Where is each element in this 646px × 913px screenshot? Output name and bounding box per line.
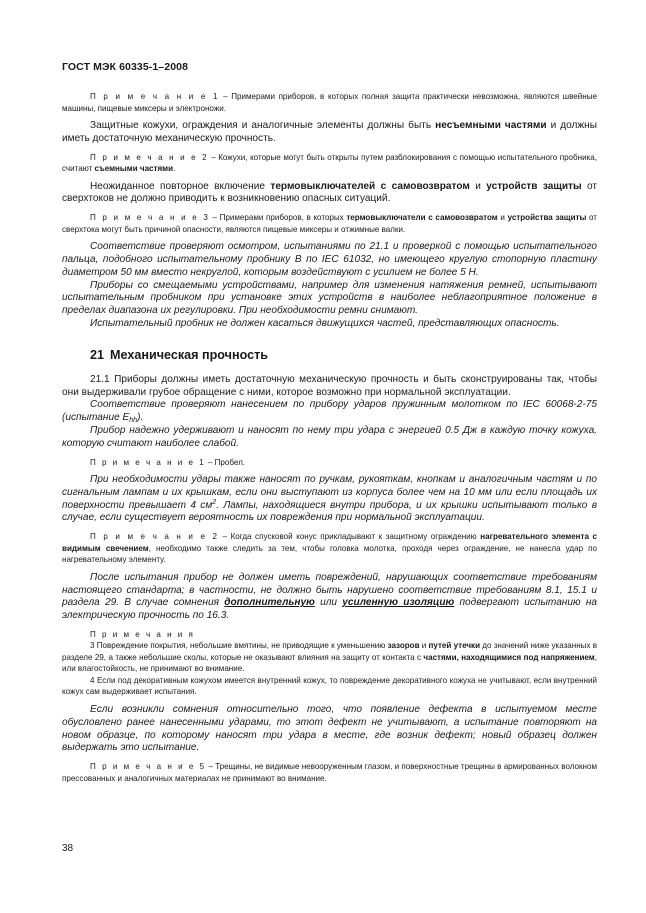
page-number: 38 bbox=[62, 843, 74, 854]
page-header: ГОСТ МЭК 60335-1–2008 bbox=[62, 61, 189, 73]
hammer-test-paragraph: Соответствие проверяют нанесением по прибору ударов пружинным молотком по IEC 60068-2-75 (испытание $E_{hh}$). bbox=[62, 399, 597, 425]
note-2: П р и м е ч а н и е 2 – Кожухи, которые могут быть открыты путем разблокирования с помощью испытательного пробника, считают съемными частями. bbox=[62, 152, 597, 174]
doubt-paragraph: Если возникли сомнения относительно того, что появление дефекта в испытуемом месте обусловлено ранее нанесенными ударами, то этот дефект не учитывают, а испытание повторяют на новом образце, по которому наносят три удара в месте, где возник дефект; новый образец должен выдержать это испытание. bbox=[62, 703, 597, 754]
note-21-4: 4 Если под декоративным кожухом имеется внутренний кожух, то повреждение декоративного кожуха не учитывают, если внутренний кожух сам выдерживает испытания. bbox=[62, 675, 597, 697]
note-3: П р и м е ч а н и е 3 – Примерами приборов, в которых термовыключатели с самовозвратом и устройства защиты от сверхтока могут быть причиной опасности, являются пищевые миксеры и отжимные валки. bbox=[62, 213, 597, 234]
blows-paragraph: Прибор надежно удерживают и наносят по нему три удара с энергией 0.5 Дж в каждую точку кожуха, которую считают наиболее слабой. bbox=[62, 424, 597, 449]
note-1: П р и м е ч а н и е 1 – Примерами приборов, в которых полная защита практически невозможна, являются швейные машины, пищевые миксеры и электроножи. bbox=[62, 92, 597, 113]
note-21-3: 3 Повреждение покрытия, небольшие вмятины, не приводящие к уменьшению зазоров и путей утечки до значений ниже указанных в разделе 29, а также небольшие сколы, которые не оказывают влияния на защиту от контакта с частями, находящимися под напряжением, или влагостойкость, не принимают во внимание. bbox=[62, 641, 598, 674]
compliance-check-paragraph: Соответствие проверяют осмотром, испытаниями по 21.1 и проверкой с помощью испытательного пальца, подобного испытательному пробнику B по IEC 61032, но имеющего круглую стопорную пластину диаметром 50 мм вместо некруглой, которым воздействуют с усилием не более 5 Н. bbox=[62, 241, 597, 278]
notes-label: П р и м е ч а н и я bbox=[90, 629, 195, 639]
paragraph-restart: Неожиданное повторное включение термовыключателей с самовозвратом и устройств защиты от сверхтоков не должно приводить к возникновению опасных ситуаций. bbox=[62, 180, 597, 205]
page-content bbox=[62, 91, 597, 784]
note-21-5: П р и м е ч а н и е 5 – Трещины, не видимые невооруженным глазом, и поверхностные трещины в армированных волокном прессованных и аналогичных материалах не принимают во внимание. bbox=[62, 762, 597, 783]
paragraph-protective-covers: Защитные кожухи, ограждения и аналогичные элементы должны быть несъемными частями и должны иметь достаточную механическую прочность. bbox=[62, 120, 598, 144]
section-heading: 21 Механическая прочность bbox=[90, 347, 269, 362]
note-21-2: П р и м е ч а н и е 2 – Когда спусковой конус прикладывают к защитному ограждению нагревательного элемента с видимым свечением, необходимо также следить за тем, чтобы головка молотка, проходя через ограждение, не нанесла удар по нагревательному элементу. bbox=[62, 532, 597, 565]
clause-21-1: 21.1 Приборы должны иметь достаточную механическую прочность и быть сконструированы так, чтобы они выдерживали грубое обращение с ними, которое возможно при нормальной эксплуатации. bbox=[62, 373, 597, 398]
moving-parts-paragraph: Приборы со смещаемыми устройствами, например для изменения натяжения ремней, испытывают испытательным пробником при установке этих устройств в наиболее неблагоприятное положение в пределах диапазона их регулировки. При необходимости ремни снимают. bbox=[62, 279, 597, 317]
note-21-1: П р и м е ч а н и е 1 – Пробел. bbox=[90, 457, 246, 467]
after-test-paragraph: После испытания прибор не должен иметь повреждений, нарушающих соответствие требованиям настоящего стандарта; в частности, не должно быть нарушено соответствие требованиям 8.1, 15.1 и раздела 29. В случае сомнения дополнительную или усиленную изоляцию подвергают испытанию на электрическую прочность по 16.3. bbox=[62, 571, 597, 622]
handles-paragraph: При необходимости удары также наносят по ручкам, рукояткам, кнопкам и аналогичным частям и по сигнальным лампам и их крышкам, если они выступают из корпуса более чем на 10 мм или если площадь их поверхности превышает 4 $см^2$. Лампы, находящиеся внутри прибора, и их крышки испытывают только в случае, если существует вероятность их повреждения при нормальной эксплуатации. bbox=[62, 474, 597, 524]
probe-paragraph: Испытательный пробник не должен касаться движущихся частей, представляющих опасность. bbox=[90, 317, 560, 329]
